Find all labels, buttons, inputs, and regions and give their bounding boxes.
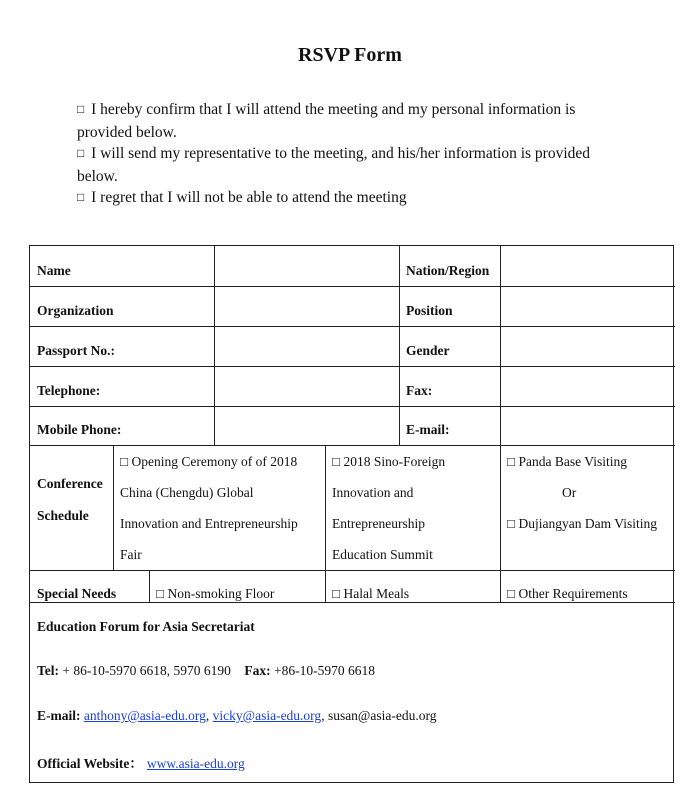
opening-ceremony-line1: □ Opening Ceremony of of 2018 [120, 454, 298, 469]
option-opening-ceremony[interactable] [120, 446, 298, 570]
website-label: Official Website： [37, 756, 143, 771]
page-title: RSVP Form [298, 44, 402, 66]
option-halal-meals[interactable]: □ Halal Meals [332, 586, 410, 601]
label-name: Name [37, 263, 71, 278]
contact-phone-line [37, 663, 375, 679]
attendance-options [77, 99, 626, 210]
passport-field[interactable] [215, 327, 399, 366]
col-divider [149, 570, 150, 602]
nation-field[interactable] [501, 246, 673, 286]
label-email: E-mail: [406, 422, 450, 437]
rsvp-form-table [29, 245, 674, 783]
option-representative[interactable] [77, 143, 626, 166]
label-telephone: Telephone: [37, 383, 101, 398]
row-divider [30, 570, 675, 571]
telephone-field[interactable] [215, 367, 399, 406]
option-representative-text-2: below. [77, 167, 118, 185]
label-position: Position [406, 303, 453, 318]
row-divider [30, 602, 675, 603]
education-summit-line3: Entrepreneurship [332, 516, 425, 531]
email-field[interactable] [501, 407, 673, 445]
gender-field[interactable] [501, 327, 673, 366]
label-gender: Gender [406, 343, 450, 358]
name-field[interactable] [215, 246, 399, 286]
col-divider [399, 246, 400, 445]
secretariat-name: Education Forum for Asia Secretariat [37, 619, 255, 634]
fax-label: Fax: [244, 663, 271, 678]
opening-ceremony-line3: Innovation and Entrepreneurship [120, 516, 298, 531]
label-conference-line1: Conference [37, 476, 103, 491]
education-summit-line1: □ 2018 Sino-Foreign [332, 454, 446, 469]
organization-field[interactable] [215, 287, 399, 326]
email-label: E-mail: [37, 708, 81, 723]
col-divider [113, 445, 114, 570]
option-decline-text: I regret that I will not be able to attend the meeting [91, 189, 407, 206]
tel-label: Tel: [37, 663, 60, 678]
col-divider [325, 445, 326, 602]
fax-field[interactable] [501, 367, 673, 406]
email-text-susan: susan@asia-edu.org [327, 708, 437, 723]
label-fax: Fax: [406, 383, 433, 398]
option-other-requirements[interactable]: □ Other Requirements [507, 586, 628, 601]
option-panda-base[interactable]: □ Panda Base Visiting [507, 454, 627, 469]
option-decline[interactable] [77, 187, 626, 210]
label-passport: Passport No.: [37, 343, 115, 358]
label-conference-schedule [37, 468, 103, 532]
option-attend[interactable] [77, 99, 626, 122]
label-nation: Nation/Region [406, 263, 490, 278]
visits-or-text: Or [562, 485, 577, 500]
contact-website-line [37, 752, 245, 772]
mobile-field[interactable] [215, 407, 399, 445]
label-conference-line2: Schedule [37, 508, 89, 523]
option-non-smoking[interactable]: □ Non-smoking Floor [156, 586, 275, 601]
opening-ceremony-line2: China (Chengdu) Global [120, 485, 254, 500]
option-education-summit[interactable] [332, 446, 445, 570]
fax-value: +86-10-5970 6618 [270, 663, 375, 678]
label-special-needs: Special Needs [37, 586, 117, 601]
col-divider [500, 445, 501, 602]
label-organization: Organization [37, 303, 114, 318]
position-field[interactable] [501, 287, 673, 326]
contact-email-line [37, 708, 436, 724]
checkbox-representative[interactable]: □ [77, 146, 85, 160]
email-link-vicky[interactable]: vicky@asia-edu.org [212, 708, 322, 723]
email-link-anthony[interactable]: anthony@asia-edu.org [83, 708, 206, 723]
education-summit-line2: Innovation and [332, 485, 414, 500]
opening-ceremony-line4: Fair [120, 547, 142, 562]
email-separator: , [205, 708, 213, 723]
email-separator: , [321, 708, 328, 723]
option-representative-text-1: I will send my representative to the meeting, and his/her information is provided [91, 145, 591, 162]
website-link[interactable]: www.asia-edu.org [146, 756, 245, 771]
option-dujiangyan-dam[interactable]: □ Dujiangyan Dam Visiting [507, 516, 657, 531]
education-summit-line4: Education Summit [332, 547, 433, 562]
option-visits [507, 446, 657, 539]
checkbox-decline[interactable]: □ [77, 190, 85, 204]
label-mobile: Mobile Phone: [37, 422, 122, 437]
option-attend-text-1: I hereby confirm that I will attend the meeting and my personal information is [91, 101, 576, 118]
tel-value: + 86-10-5970 6618, 5970 6190 [59, 663, 231, 678]
checkbox-attend[interactable]: □ [77, 102, 85, 116]
option-attend-text-2: provided below. [77, 123, 177, 141]
